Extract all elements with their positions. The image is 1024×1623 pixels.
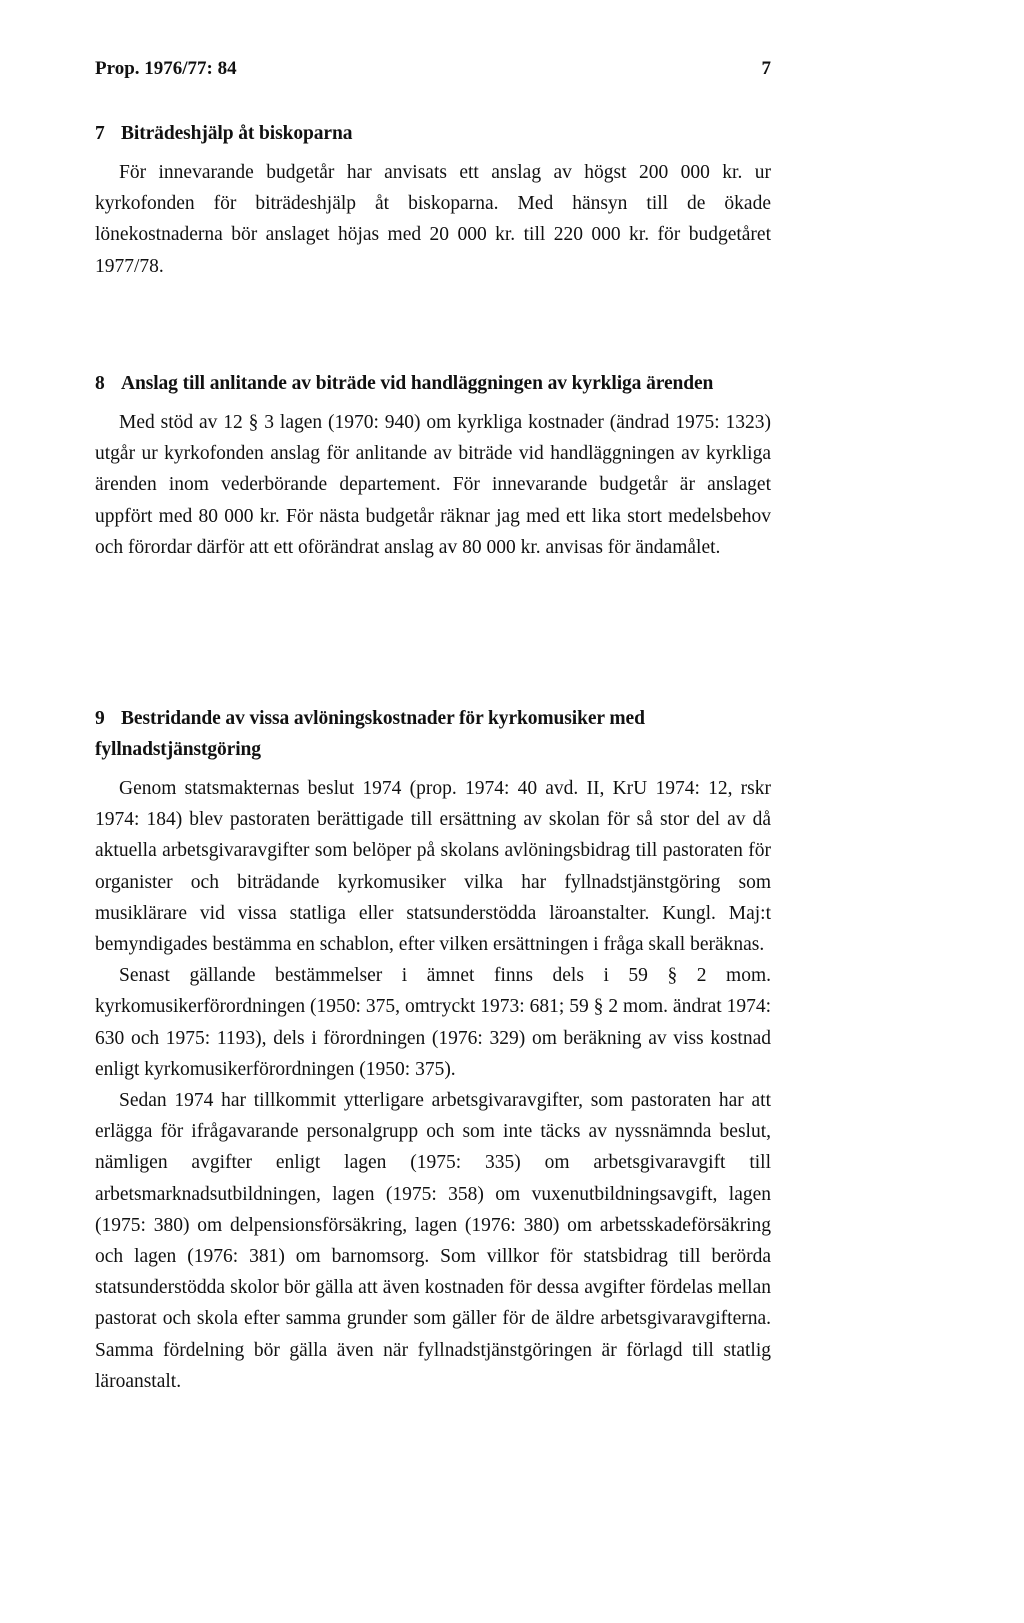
page-number: 7 (761, 58, 771, 79)
section-paragraph: Genom statsmakternas beslut 1974 (prop. 1974: 40 avd. II, KrU 1974: 12, rskr 1974: 184) blev pastoraten berättigade till ersättning av skolan för så stor del av då aktuella arbetsgivaravgifter som belöper på skolans avlöningsbidrag till pastoraten för organister och biträdande kyrkomusiker vilka har fyllnadstjänstgöring som musiklärare vid vissa statliga eller statsunderstödda läroanstalter. Kungl. Maj:t bemyndigades bestämma en schablon, efter vilken ersättningen i fråga skall beräknas. (95, 778, 771, 956)
section-paragraph: Med stöd av 12 § 3 lagen (1970: 940) om kyrkliga kostnader (ändrad 1975: 1323) utgår ur kyrkofonden anslag för anlitande av biträde vid handläggningen av kyrkliga ärenden inom vederbörande departement. För innevarande budgetår är anslaget uppfört med 80 000 kr. För nästa budgetår räknar jag med ett lika stort medelsbehov och förordar därför att ett oförändrat anslag av 80 000 kr. anvisas för ändamålet. (95, 412, 771, 558)
section-heading (95, 118, 771, 149)
section-7 (95, 118, 771, 282)
section-heading (95, 703, 771, 765)
section-title: Anslag till anlitande av biträde vid handläggningen av kyrkliga ärenden (121, 373, 714, 394)
section-paragraph: För innevarande budgetår har anvisats ett anslag av högst 200 000 kr. ur kyrkofonden för biträdeshjälp åt biskoparna. Med hänsyn till de ökade lönekostnaderna bör anslaget höjas med 20 000 kr. till 220 000 kr. för budgetåret 1977/78. (95, 162, 771, 277)
section-heading (95, 368, 771, 399)
section-number: 8 (95, 373, 105, 394)
section-8 (95, 368, 771, 563)
section-paragraph: Sedan 1974 har tillkommit ytterligare arbetsgivaravgifter, som pastoraten har att erlägga för ifrågavarande personalgrupp och som inte täcks av nyssnämnda beslut, nämligen avgifter enligt lagen (1975: 335) om arbetsgivaravgift till arbetsmarknadsutbildningen, lagen (1975: 358) om vuxenutbildningsavgift, lagen (1975: 380) om delpensionsförsäkring, lagen (1976: 380) om arbetsskadeförsäkring och lagen (1976: 381) om barnomsorg. Som villkor för statsbidrag till berörda statsunderstödda skolor bör gälla att även kostnaden för dessa avgifter fördelas mellan pastorat och skola efter samma grunder som gäller för de äldre arbetsgivaravgifterna. Samma fördelning bör gälla även när fyllnadstjänstgöringen är förlagd till statlig läroanstalt. (95, 1090, 771, 1392)
section-title: Bestridande av vissa avlöningskostnader för kyrkomusiker med fyllnadstjänstgöring (95, 708, 645, 760)
section-title: Biträdeshjälp åt biskoparna (121, 123, 353, 144)
running-header (95, 58, 771, 92)
publication-reference: Prop. 1976/77: 84 (95, 58, 237, 79)
section-paragraph: Senast gällande bestämmelser i ämnet finns dels i 59 § 2 mom. kyrkomusikerförordningen (1950: 375, omtryckt 1973: 681; 59 § 2 mom. ändrat 1974: 630 och 1975: 1193), dels i förordningen (1976: 329) om beräkning av viss kostnad enligt kyrkomusikerförordningen (1950: 375). (95, 965, 771, 1080)
section-9 (95, 703, 771, 1397)
document-page (95, 58, 771, 92)
section-number: 9 (95, 708, 105, 729)
section-number: 7 (95, 123, 105, 144)
